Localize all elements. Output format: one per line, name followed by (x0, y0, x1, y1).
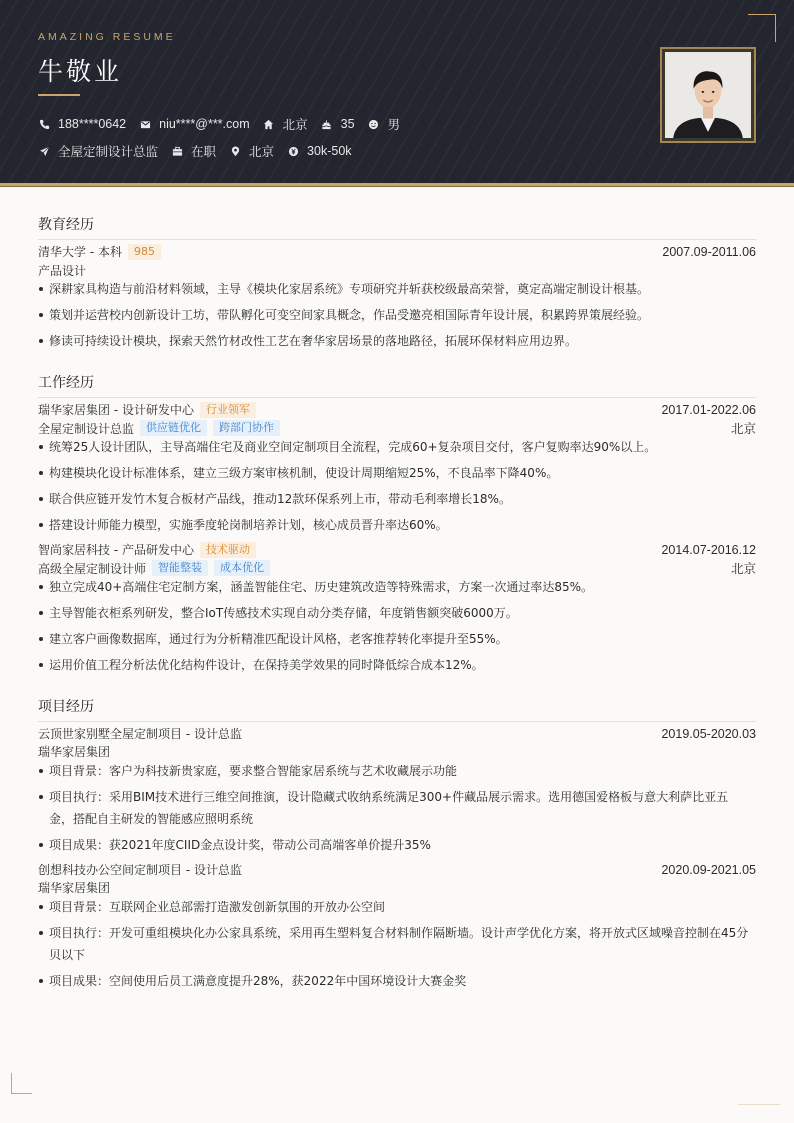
project-name: 云顶世家别墅全屋定制项目 - 设计总监 (38, 727, 242, 741)
phone-icon (38, 118, 50, 130)
home-icon (263, 118, 275, 130)
company-name: 智尚家居科技 - 产品研发中心 (38, 543, 194, 557)
contact-email: niu****@***.com (139, 117, 250, 131)
list-item: 构建模块化设计标准体系，建立三级方案审核机制，使设计周期缩短25%，不良品率下降40%。 (38, 462, 750, 484)
profile-photo-frame (660, 47, 756, 143)
project-org: 瑞华家居集团 (38, 881, 111, 895)
list-item: 联合供应链开发竹木复合板材产品线，推动12款环保系列上市，带动毛利率增长18%。 (38, 488, 750, 510)
work-position-row (38, 419, 756, 437)
list-item: 项目执行：开发可重组模块化办公家具系统，采用再生塑料复合材料制作隔断墙。设计声学优化方案，将开放式区域噪音控制在45分贝以下 (38, 922, 750, 966)
work-date: 2017.01-2022.06 (661, 402, 756, 417)
skill-tag: 跨部门协作 (213, 420, 280, 436)
list-item: 主导智能衣柜系列研发，整合IoT传感技术实现自动分类存储，年度销售额突破6000万。 (38, 602, 750, 624)
send-icon (38, 145, 50, 157)
section-title-education: 教育经历 (38, 214, 756, 240)
section-title-work: 工作经历 (38, 372, 756, 398)
cake-icon (321, 118, 333, 130)
company-badge: 技术驱动 (200, 542, 256, 558)
name-underline (38, 94, 80, 96)
work-city: 北京 (730, 422, 756, 436)
work-city: 北京 (730, 562, 756, 576)
list-item: 建立客户画像数据库，通过行为分析精准匹配设计风格，老客推荐转化率提升至55%。 (38, 628, 750, 650)
header-divider (0, 183, 794, 187)
list-item: 项目执行：采用BIM技术进行三维空间推演，设计隐藏式收纳系统满足300+件藏品展示需求。选用德国爱格板与意大利萨比亚五金，搭配自主研发的智能感应照明系统 (38, 786, 750, 830)
education-date: 2007.09-2011.06 (662, 244, 756, 259)
company-name: 瑞华家居集团 - 设计研发中心 (38, 403, 194, 417)
list-item: 修读可持续设计模块，探索天然竹材改性工艺在奢华家居场景的落地路径，拓展环保材料应用边界。 (38, 330, 750, 352)
intent-status: 在职 (171, 142, 216, 160)
school-name: 清华大学 - 本科 (38, 245, 122, 259)
salary-icon (287, 145, 299, 157)
contact-gender: 男 (368, 115, 401, 133)
list-item: 项目成果：获2021年度CIID金点设计奖，带动公司高端客单价提升35% (38, 834, 750, 856)
skill-tag: 供应链优化 (140, 420, 207, 436)
project-entry-header (38, 861, 756, 878)
job-intent-row (38, 142, 365, 160)
contact-phone: 188****0642 (38, 117, 126, 131)
gender-icon (368, 118, 380, 130)
list-item: 运用价值工程分析法优化结构件设计，在保持美学效果的同时降低综合成本12%。 (38, 654, 750, 676)
intent-city: 北京 (229, 142, 274, 160)
list-item: 深耕家具构造与前沿材料领域，主导《模块化家居系统》专项研究并斩获校级最高荣誉，奠定高端定制设计根基。 (38, 278, 750, 300)
education-entry-header (38, 243, 756, 260)
intent-salary: 30k-50k (287, 144, 351, 158)
work-date: 2014.07-2016.12 (661, 542, 756, 557)
contact-residence: 北京 (263, 115, 308, 133)
contact-age: 35 (321, 117, 355, 131)
corner-decoration (11, 1073, 32, 1094)
list-item: 项目背景：客户为科技新贵家庭，要求整合智能家居系统与艺术收藏展示功能 (38, 760, 750, 782)
portrait-illustration (665, 52, 751, 138)
work-entry-header (38, 401, 756, 418)
education-major: 产品设计 (38, 264, 87, 278)
position-title: 高级全屋定制设计师 (38, 561, 147, 576)
project-date: 2019.05-2020.03 (661, 726, 756, 741)
skill-tag: 智能整装 (152, 560, 208, 576)
briefcase-icon (171, 145, 183, 157)
list-item: 项目背景：互联网企业总部需打造激发创新氛围的开放办公空间 (38, 896, 750, 918)
skill-tag: 成本优化 (214, 560, 270, 576)
company-badge: 行业领军 (200, 402, 256, 418)
contact-row (38, 115, 413, 133)
project-org: 瑞华家居集团 (38, 745, 111, 759)
work-entry-header (38, 541, 756, 558)
list-item: 独立完成40+高端住宅定制方案，涵盖智能住宅、历史建筑改造等特殊需求，方案一次通过率达85%。 (38, 576, 750, 598)
list-item: 项目成果：空间使用后员工满意度提升28%，获2022年中国环境设计大赛金奖 (38, 970, 750, 992)
intent-position: 全屋定制设计总监 (38, 142, 158, 160)
project-name: 创想科技办公空间定制项目 - 设计总监 (38, 863, 242, 877)
project-date: 2020.09-2021.05 (661, 862, 756, 877)
list-item: 搭建设计师能力模型，实施季度轮岗制培养计划，核心成员晋升率达60%。 (38, 514, 750, 536)
work-position-row (38, 559, 756, 577)
tagline: AMAZING RESUME (38, 31, 176, 43)
candidate-name: 牛敬业 (38, 57, 123, 86)
resume-header (0, 0, 794, 183)
list-item: 统筹25人设计团队，主导高端住宅及商业空间定制项目全流程，完成60+复杂项目交付，客户复购率达90%以上。 (38, 436, 750, 458)
corner-decoration (748, 14, 776, 42)
avatar (665, 52, 751, 138)
position-title: 全屋定制设计总监 (38, 421, 135, 436)
location-icon (229, 145, 241, 157)
project-entry-header (38, 725, 756, 742)
school-badge: 985 (128, 244, 161, 260)
list-item: 策划并运营校内创新设计工坊，带队孵化可变空间家具概念，作品受邀亮相国际青年设计展，积累跨界策展经验。 (38, 304, 750, 326)
footer-line-decoration (738, 1104, 780, 1105)
section-title-projects: 项目经历 (38, 696, 756, 722)
mail-icon (139, 118, 151, 130)
